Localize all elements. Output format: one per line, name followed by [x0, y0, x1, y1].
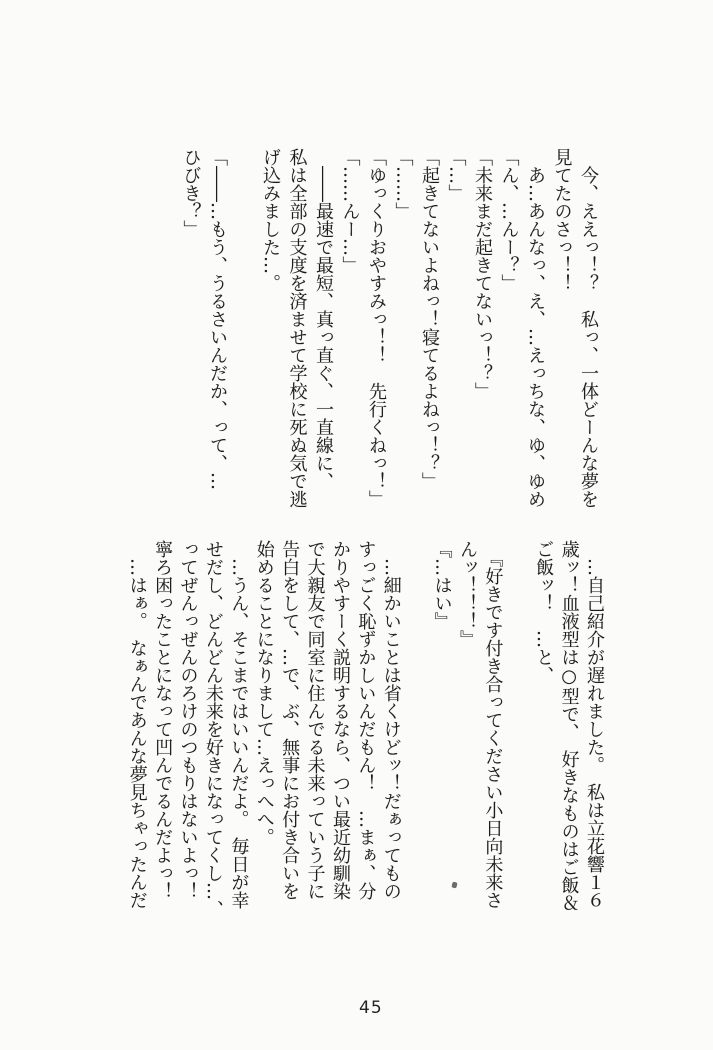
- text-line: ひびき？」: [180, 148, 202, 238]
- text-line: ご飯ッ！ …と、: [533, 540, 555, 684]
- text-line: げ込みました…。: [260, 148, 281, 292]
- text-line: せだし、どんどん未来を好きになってくし…、: [202, 540, 224, 918]
- text-line: [505, 540, 530, 952]
- text-line: …はぁ。 なぁんであんな夢見ちゃったんだ: [126, 540, 148, 909]
- text-line: 告白をして、…で、ぶ、無事にお付き合いを: [279, 540, 301, 900]
- text-block-top: [177, 148, 601, 530]
- text-line: …自己紹介が遅れました。 私は立花響１６: [584, 540, 605, 909]
- text-line: 私は全部の支度を済ませて学校に死ぬ気で逃: [286, 148, 308, 508]
- text-line: [404, 540, 429, 952]
- text-line: 『好きです付き合ってください小日向未来さ: [482, 540, 504, 909]
- text-line: 始めることになりまして…えっへへ。: [253, 540, 275, 846]
- text-line: んッ！！！』: [456, 540, 478, 648]
- text-line: [230, 148, 257, 530]
- text-line: 「ゆっくりおやすみっ！！ 先行くねっ！」: [366, 148, 387, 508]
- text-line: 歳ッ！血液型は○型で、 好きなものはご飯＆: [558, 540, 580, 912]
- text-line: 「……」: [392, 148, 414, 220]
- text-line: 見てたのさっ！！: [551, 148, 573, 292]
- text-line: ――最速で最短、真っ直ぐ、一直線に、: [313, 148, 334, 490]
- text-line: 「起きてないよねっ！寝てるよねっ！？」: [419, 148, 440, 490]
- text-line: で大親友で同室に住んでる未来っていう子に: [304, 540, 326, 900]
- text-line: すっごく恥ずかしいんだもん！ …まぁ、分: [355, 540, 377, 900]
- text-line: 今、ええっ！？ 私っ、一体どーんな夢を: [578, 148, 599, 508]
- text-line: …うん、そこまではいいんだよ。 毎日が幸: [228, 540, 250, 909]
- text-line: ってぜんっぜんのろけのつもりはないよっ！: [177, 540, 199, 900]
- text-line: 「――…もう、うるさいんだか、って、…: [207, 148, 228, 490]
- page-number: 45: [359, 998, 383, 1018]
- text-line: 「ん、…んー？」: [498, 148, 520, 292]
- text-line: 『…はい』: [431, 540, 453, 630]
- text-line: 「……んー…」: [339, 148, 361, 274]
- text-line: …細かいことは省くけどッ！だぁってもの: [380, 540, 402, 900]
- text-block-bottom: [124, 540, 607, 952]
- text-line: 寧ろ困ったことになって凹んでるんだよっ！: [152, 540, 174, 900]
- text-line: あ…あんなっ、え、…えっちな、ゆ、ゆめ: [525, 148, 546, 508]
- text-line: かりやすーく説明するなら、つい最近幼馴染: [329, 540, 351, 900]
- text-line: 「未来まだ起きてないっ！？」: [472, 148, 493, 400]
- text-line: 「…」: [445, 148, 467, 202]
